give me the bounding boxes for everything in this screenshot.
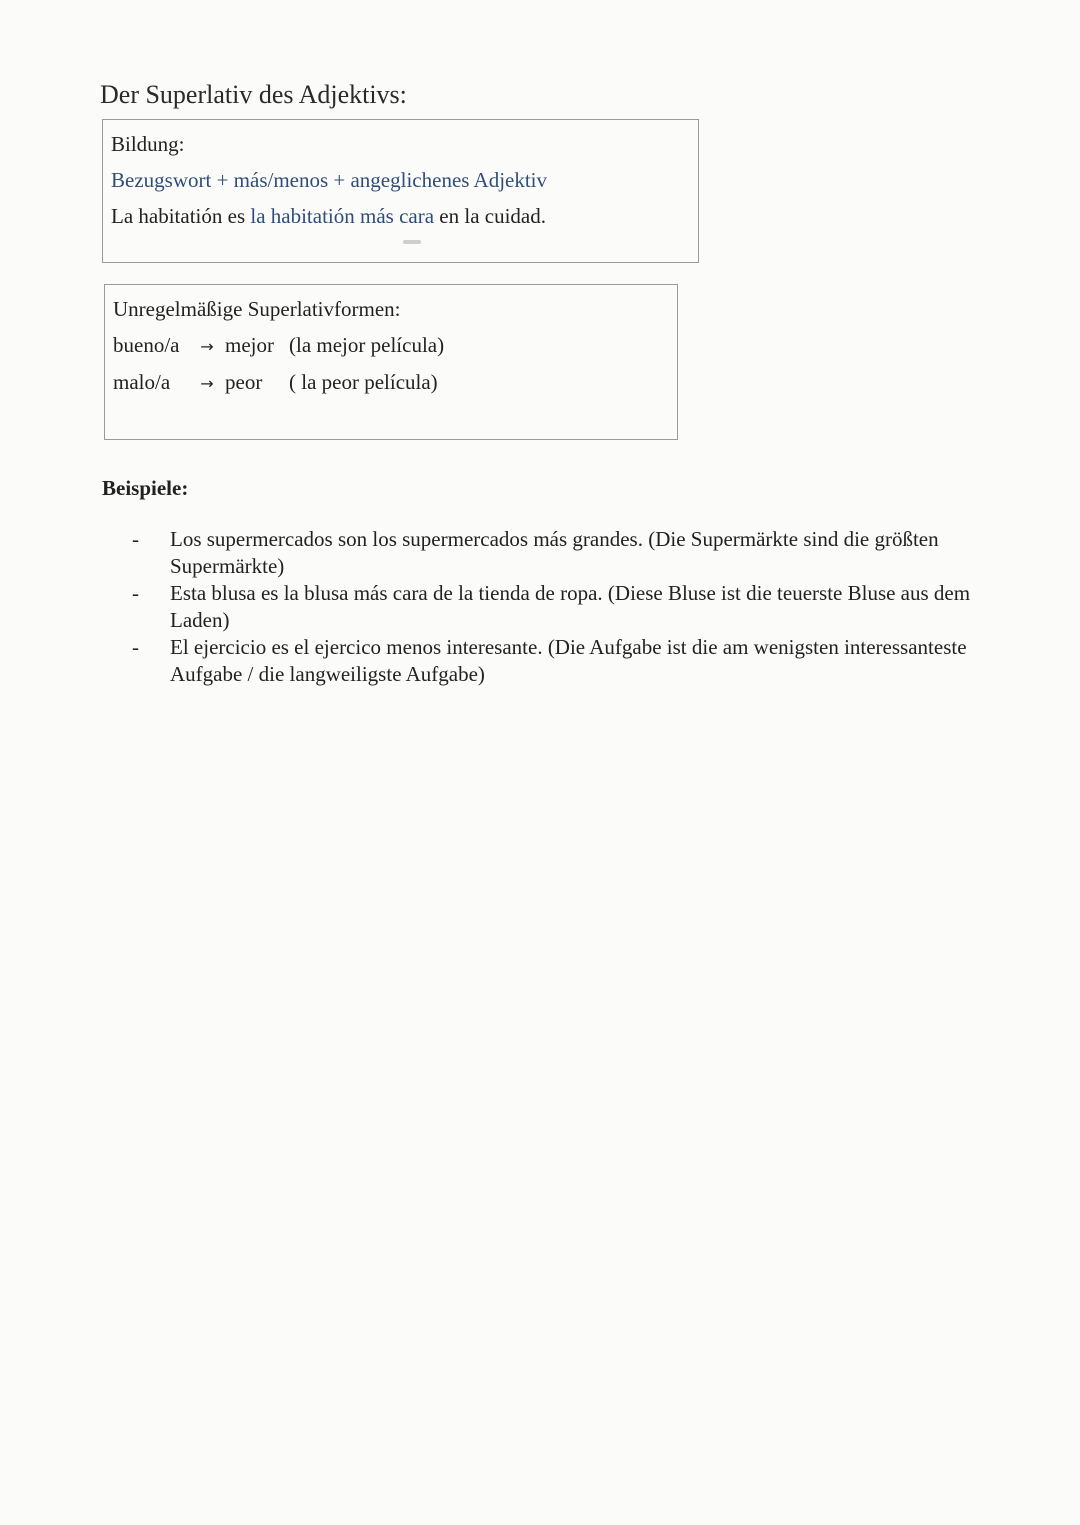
- irregular-heading: Unregelmäßige Superlativformen:: [113, 297, 401, 321]
- formation-example-suffix: en la cuidad.: [434, 204, 546, 228]
- formation-example-highlight: la habitatión más cara: [250, 204, 435, 228]
- example-text: Los supermercados son los supermercados más grandes. (Die Supermärkte sind die größten Supermärkte): [170, 527, 939, 578]
- irregular-example: ( la peor película): [289, 370, 438, 394]
- formation-heading: Bildung:: [111, 132, 185, 156]
- bullet-dash: -: [132, 527, 139, 551]
- bullet-dash: -: [132, 581, 139, 605]
- example-item: [132, 580, 1012, 634]
- examples-list: [132, 526, 1012, 688]
- formation-box: [102, 119, 699, 263]
- example-item: [132, 526, 1012, 580]
- irregular-base: malo/a: [113, 370, 171, 394]
- examples-heading: Beispiele:: [102, 476, 189, 500]
- formation-example-prefix: La habitatión es: [111, 204, 251, 228]
- irregular-row: [113, 333, 444, 358]
- irregular-example: (la mejor película): [289, 333, 445, 357]
- example-item: [132, 634, 1012, 688]
- formation-formula: Bezugswort + más/menos + angeglichenes Adjektiv: [111, 168, 548, 192]
- arrow-icon: →: [200, 374, 214, 393]
- example-text: Esta blusa es la blusa más cara de la tienda de ropa. (Diese Bluse ist die teuerste Bluse aus dem Laden): [170, 581, 971, 632]
- irregular-box: [104, 284, 678, 440]
- irregular-base: bueno/a: [113, 333, 180, 357]
- page-title: Der Superlativ des Adjektivs:: [100, 80, 407, 109]
- bullet-dash: -: [132, 635, 139, 659]
- example-text: El ejercicio es el ejercico menos interesante. (Die Aufgabe ist die am wenigsten interessanteste Aufgabe / die langweiligste Aufgabe): [170, 635, 967, 686]
- smudge-mark: [403, 240, 421, 244]
- arrow-icon: →: [200, 337, 214, 356]
- irregular-form: mejor: [225, 333, 274, 357]
- irregular-form: peor: [225, 370, 263, 394]
- irregular-row: [113, 370, 438, 395]
- formation-example: [111, 204, 546, 229]
